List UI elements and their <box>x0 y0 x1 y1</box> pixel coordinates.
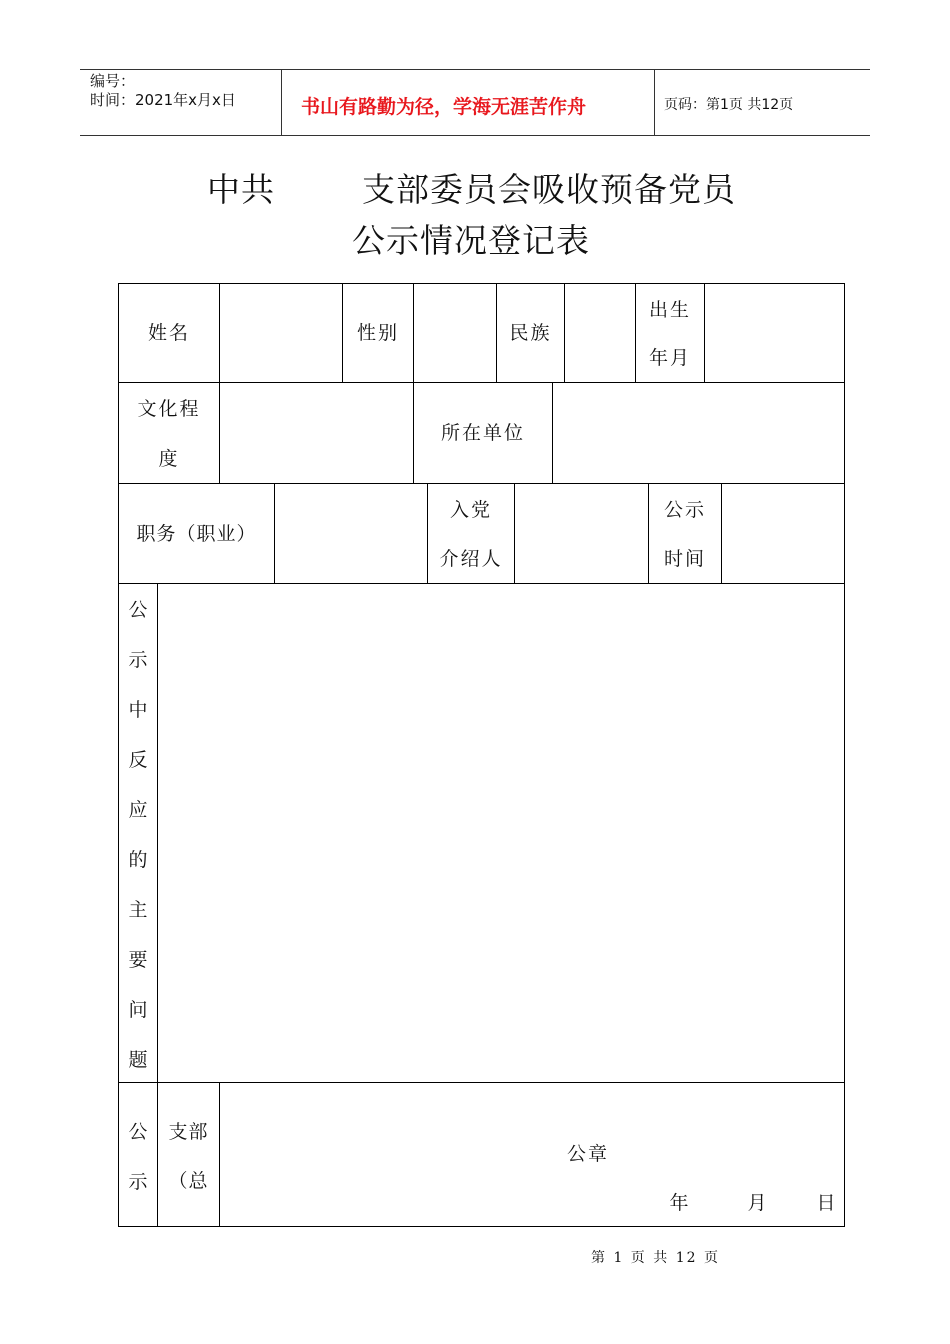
issues-char: 题 <box>128 1049 148 1071</box>
date-year: 年 <box>669 1192 691 1214</box>
issues-char: 应 <box>128 799 148 821</box>
ethnicity-label: 民族 <box>509 322 552 344</box>
unit-label: 所在单位 <box>440 422 525 444</box>
notice-time-field[interactable] <box>722 484 844 582</box>
gender-label: 性别 <box>356 322 399 344</box>
education-label-line2: 度 <box>158 448 180 470</box>
issues-field[interactable] <box>158 584 844 1081</box>
title-line2: 公示情况登记表 <box>352 221 590 260</box>
issues-label <box>118 585 158 1085</box>
header-motto: 书山有路勤为径，学海无涯苦作舟 <box>301 96 587 118</box>
introducer-label-line2: 介绍人 <box>439 548 503 570</box>
result-char: 公 <box>128 1121 148 1143</box>
birth-field[interactable] <box>705 284 844 382</box>
header-divider-2 <box>654 69 655 135</box>
result-label <box>118 1107 158 1207</box>
header-divider-1 <box>281 69 282 135</box>
introducer-field[interactable] <box>515 484 648 582</box>
branch-label-line1: 支部 <box>168 1121 209 1143</box>
issues-char: 公 <box>128 599 148 621</box>
education-label-line1: 文化程 <box>137 398 201 420</box>
birth-label-line1: 出生 <box>648 299 691 321</box>
issues-char: 问 <box>128 999 148 1021</box>
issues-char: 主 <box>128 899 148 921</box>
result-char: 示 <box>128 1171 148 1193</box>
date-day: 日 <box>816 1192 838 1214</box>
notice-time-label-line1: 公示 <box>663 499 706 521</box>
header-top-rule <box>80 69 870 70</box>
seal-label: 公章 <box>566 1143 609 1165</box>
name-label: 姓名 <box>147 322 190 344</box>
issues-char: 中 <box>128 699 148 721</box>
issues-char: 的 <box>128 849 148 871</box>
issues-char: 要 <box>128 949 148 971</box>
header-page-info: 页码：第1页 共12页 <box>664 97 794 113</box>
education-field[interactable] <box>220 383 413 482</box>
ethnicity-field[interactable] <box>565 284 635 382</box>
introducer-label-line1: 入党 <box>449 499 492 521</box>
date-month: 月 <box>747 1192 769 1214</box>
header-number: 编号： <box>90 72 136 90</box>
title-line1: 支部委员会吸收预备党员 <box>362 170 736 209</box>
unit-field[interactable] <box>553 383 844 482</box>
footer-page-number: 第 1 页 共 12 页 <box>591 1250 720 1266</box>
position-label: 职务（职业） <box>136 523 257 545</box>
notice-time-label-line2: 时间 <box>663 548 706 570</box>
title-prefix: 中共 <box>207 170 275 209</box>
name-field[interactable] <box>220 284 342 382</box>
position-field[interactable] <box>275 484 427 582</box>
header-bottom-rule <box>80 135 870 136</box>
branch-label-line2: （总 <box>168 1170 209 1192</box>
header-time: 时间：2021年x月x日 <box>90 91 236 109</box>
issues-char: 反 <box>128 749 148 771</box>
birth-label-line2: 年月 <box>648 347 691 369</box>
gender-field[interactable] <box>414 284 496 382</box>
issues-char: 示 <box>128 649 148 671</box>
